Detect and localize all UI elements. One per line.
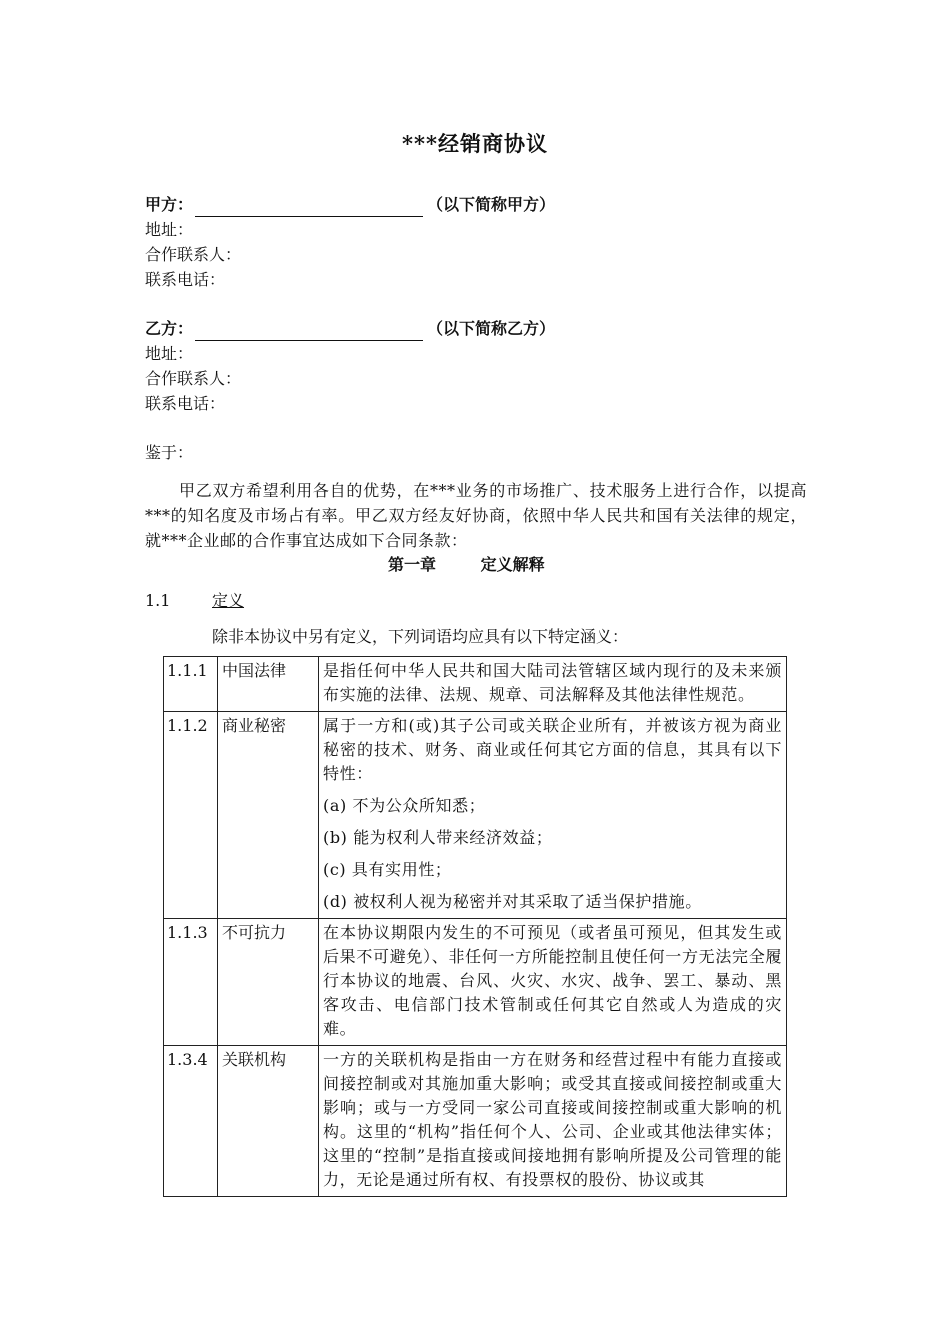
- definition-description: 属于一方和(或)其子公司或关联企业所有，并被该方视为商业秘密的技术、财务、商业或任何其它方面的信息，其具有以下特性：: [323, 716, 782, 783]
- definition-number: 1.3.4: [164, 1046, 218, 1197]
- definition-description: 一方的关联机构是指由一方在财务和经营过程中有能力直接或间接控制或对其施加重大影响；或受其直接或间接控制或重大影响；或与一方受同一家公司直接或间接控制或重大影响的机构。这里的“机构”指任何个人、公司、企业或其他法律实体；这里的“控制”是指直接或间接地拥有影响所提及公司管理的能力，无论是通过所有权、有投票权的股份、协议或其: [319, 1046, 787, 1197]
- definition-number: 1.1.2: [164, 712, 218, 919]
- party-b-header: [145, 316, 825, 341]
- table-row: [164, 919, 787, 1046]
- table-row: [164, 712, 787, 919]
- party-b-name-blank: [195, 322, 423, 341]
- party-a-contact: 合作联系人：: [145, 245, 242, 264]
- definition-term: 商业秘密: [218, 712, 319, 919]
- party-b-block: [145, 316, 825, 416]
- party-a-name-blank: [195, 198, 423, 217]
- party-a-block: [145, 192, 825, 292]
- definition-term: 不可抗力: [218, 919, 319, 1046]
- party-a-address: 地址：: [145, 220, 194, 239]
- chapter-heading: 第一章 定义解释: [388, 555, 545, 574]
- party-a-phone: 联系电话：: [145, 270, 226, 289]
- section-number: 1.1: [145, 591, 171, 610]
- party-b-phone: 联系电话：: [145, 394, 226, 413]
- party-a-suffix: （以下简称甲方）: [427, 195, 556, 214]
- party-b-suffix: （以下简称乙方）: [427, 319, 556, 338]
- document-title: ***经销商协议: [402, 131, 548, 156]
- list-item: (a) 不为公众所知悉；: [323, 796, 486, 815]
- definition-number: 1.1.1: [164, 657, 218, 712]
- section-title: 定义: [212, 591, 245, 610]
- definition-term: 关联机构: [218, 1046, 319, 1197]
- list-item: (d) 被权利人视为秘密并对其采取了适当保护措施。: [323, 892, 702, 911]
- list-item: (c) 具有实用性；: [323, 860, 452, 879]
- definition-description: 在本协议期限内发生的不可预见（或者虽可预见，但其发生或后果不可避免）、非任何一方所能控制且使任何一方无法完全履行本协议的地震、台风、火灾、水灾、战争、罢工、暴动、黑客攻击、电信部门技术管制或任何其它自然或人为造成的灾难。: [319, 919, 787, 1046]
- definition-term: 中国法律: [218, 657, 319, 712]
- section-intro: 除非本协议中另有定义，下列词语均应具有以下特定涵义：: [212, 627, 629, 646]
- whereas-heading: 鉴于：: [145, 443, 194, 462]
- definition-cell: [319, 712, 787, 919]
- party-b-address: 地址：: [145, 344, 194, 363]
- definitions-table: [163, 656, 787, 1197]
- party-a-header: [145, 192, 825, 217]
- definition-description: 是指任何中华人民共和国大陆司法管辖区域内现行的及未来颁布实施的法律、法规、规章、司法解释及其他法律性规范。: [319, 657, 787, 712]
- party-a-label: 甲方：: [145, 195, 194, 214]
- table-row: [164, 1046, 787, 1197]
- party-b-label: 乙方：: [145, 319, 194, 338]
- list-item: (b) 能为权利人带来经济效益；: [323, 828, 553, 847]
- intro-paragraph: 甲乙双方希望利用各自的优势，在***业务的市场推广、技术服务上进行合作，以提高***的知名度及市场占有率。甲乙双方经友好协商，依照中华人民共和国有关法律的规定，就***企业邮的合作事宜达成如下合同条款：: [145, 481, 807, 550]
- definition-number: 1.1.3: [164, 919, 218, 1046]
- party-b-contact: 合作联系人：: [145, 369, 242, 388]
- table-row: [164, 657, 787, 712]
